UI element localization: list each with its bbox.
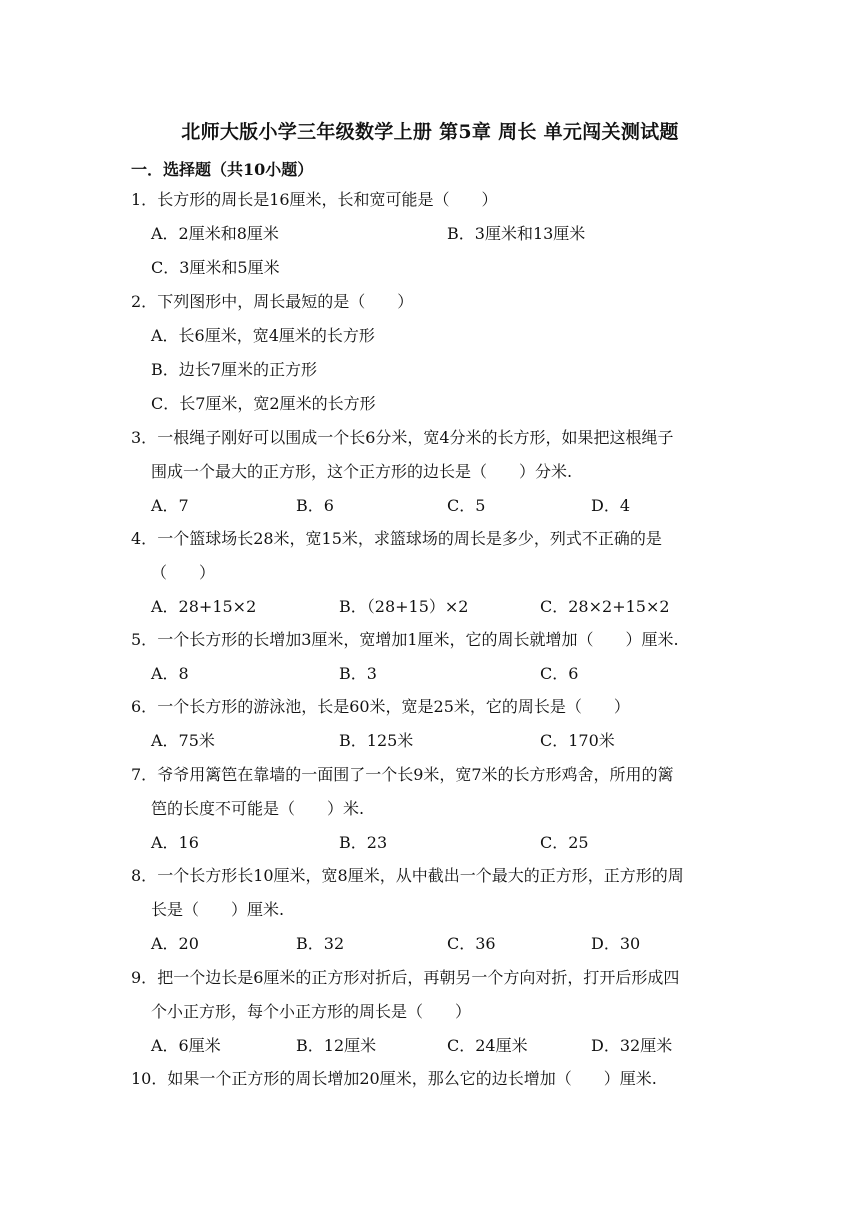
question-number: 5． (131, 630, 158, 649)
question-number: 9． (131, 968, 158, 987)
option-a: A．长6厘米，宽4厘米的长方形 (151, 326, 375, 345)
option-c: C．5 (447, 496, 486, 515)
option-a: A．7 (151, 496, 189, 515)
question-1 (131, 183, 741, 285)
option-b: B．23 (339, 833, 388, 852)
option-a: A．2厘米和8厘米 (151, 224, 279, 243)
option-a: A．16 (151, 833, 199, 852)
option-b: B．32 (296, 934, 345, 953)
question-4 (131, 522, 741, 624)
section-heading: 一．选择题（共10小题） (131, 160, 314, 179)
option-b: B．6 (296, 496, 334, 515)
question-5 (131, 623, 741, 691)
option-a: A．6厘米 (151, 1036, 221, 1055)
question-number: 4． (131, 529, 158, 548)
option-b: B．12厘米 (296, 1036, 377, 1055)
option-b: B．3厘米和13厘米 (447, 224, 586, 243)
question-stem-continued: 围成一个最大的正方形，这个正方形的边长是（ ）分米. (151, 462, 573, 481)
question-stem: 一个长方形长10厘米，宽8厘米，从中截出一个最大的正方形，正方形的周 (157, 866, 684, 885)
option-d: D．30 (591, 934, 641, 953)
question-9 (131, 961, 741, 1063)
question-number: 2． (131, 292, 158, 311)
option-c: C．36 (447, 934, 496, 953)
question-number: 10． (131, 1069, 168, 1088)
question-stem-continued: 笆的长度不可能是（ ）米. (151, 799, 365, 818)
question-8 (131, 859, 741, 961)
question-stem: 长方形的周长是16厘米，长和宽可能是（ ） (157, 190, 498, 209)
option-c: C．28×2+15×2 (540, 597, 670, 616)
option-a: A．75米 (151, 731, 215, 750)
question-stem: 下列图形中，周长最短的是（ ） (157, 292, 414, 311)
question-stem-continued: 长是（ ）厘米. (151, 900, 285, 919)
question-stem: 如果一个正方形的周长增加20厘米，那么它的边长增加（ ）厘米. (167, 1069, 657, 1088)
question-number: 1． (131, 190, 158, 209)
option-b: B．125米 (339, 731, 414, 750)
option-d: D．32厘米 (591, 1036, 673, 1055)
question-stem-continued: 个小正方形，每个小正方形的周长是（ ） (151, 1002, 472, 1021)
option-a: A．20 (151, 934, 199, 953)
question-number: 3． (131, 428, 158, 447)
option-b: B．3 (339, 664, 377, 683)
option-c: C．25 (540, 833, 589, 852)
option-a: A．8 (151, 664, 189, 683)
question-stem: 一个篮球场长28米，宽15米，求篮球场的周长是多少，列式不正确的是 (157, 529, 662, 548)
question-6 (131, 690, 741, 758)
question-number: 6． (131, 697, 158, 716)
question-7 (131, 758, 741, 860)
option-c: C．3厘米和5厘米 (151, 258, 280, 277)
question-number: 8． (131, 866, 158, 885)
question-stem-continued: （ ） (151, 563, 216, 582)
question-2 (131, 285, 741, 421)
option-c: C．24厘米 (447, 1036, 528, 1055)
option-b: B．（28+15）×2 (339, 597, 469, 616)
option-c: C．长7厘米，宽2厘米的长方形 (151, 394, 376, 413)
option-c: C．6 (540, 664, 579, 683)
question-stem: 把一个边长是6厘米的正方形对折后，再朝另一个方向对折，打开后形成四 (157, 968, 680, 987)
question-number: 7． (131, 765, 158, 784)
option-a: A．28+15×2 (151, 597, 257, 616)
option-d: D．4 (591, 496, 631, 515)
question-stem: 一根绳子刚好可以围成一个长6分米，宽4分米的长方形，如果把这根绳子 (157, 428, 674, 447)
question-stem: 爷爷用篱笆在靠墙的一面围了一个长9米，宽7米的长方形鸡舍，所用的篱 (157, 765, 674, 784)
question-3 (131, 421, 741, 523)
option-c: C．170米 (540, 731, 615, 750)
question-10 (131, 1062, 741, 1096)
document-title: 北师大版小学三年级数学上册 第5章 周长 单元闯关测试题 (181, 121, 679, 143)
question-stem: 一个长方形的游泳池，长是60米，宽是25米，它的周长是（ ） (157, 697, 630, 716)
option-b: B．边长7厘米的正方形 (151, 360, 317, 379)
question-stem: 一个长方形的长增加3厘米，宽增加1厘米，它的周长就增加（ ）厘米. (157, 630, 679, 649)
